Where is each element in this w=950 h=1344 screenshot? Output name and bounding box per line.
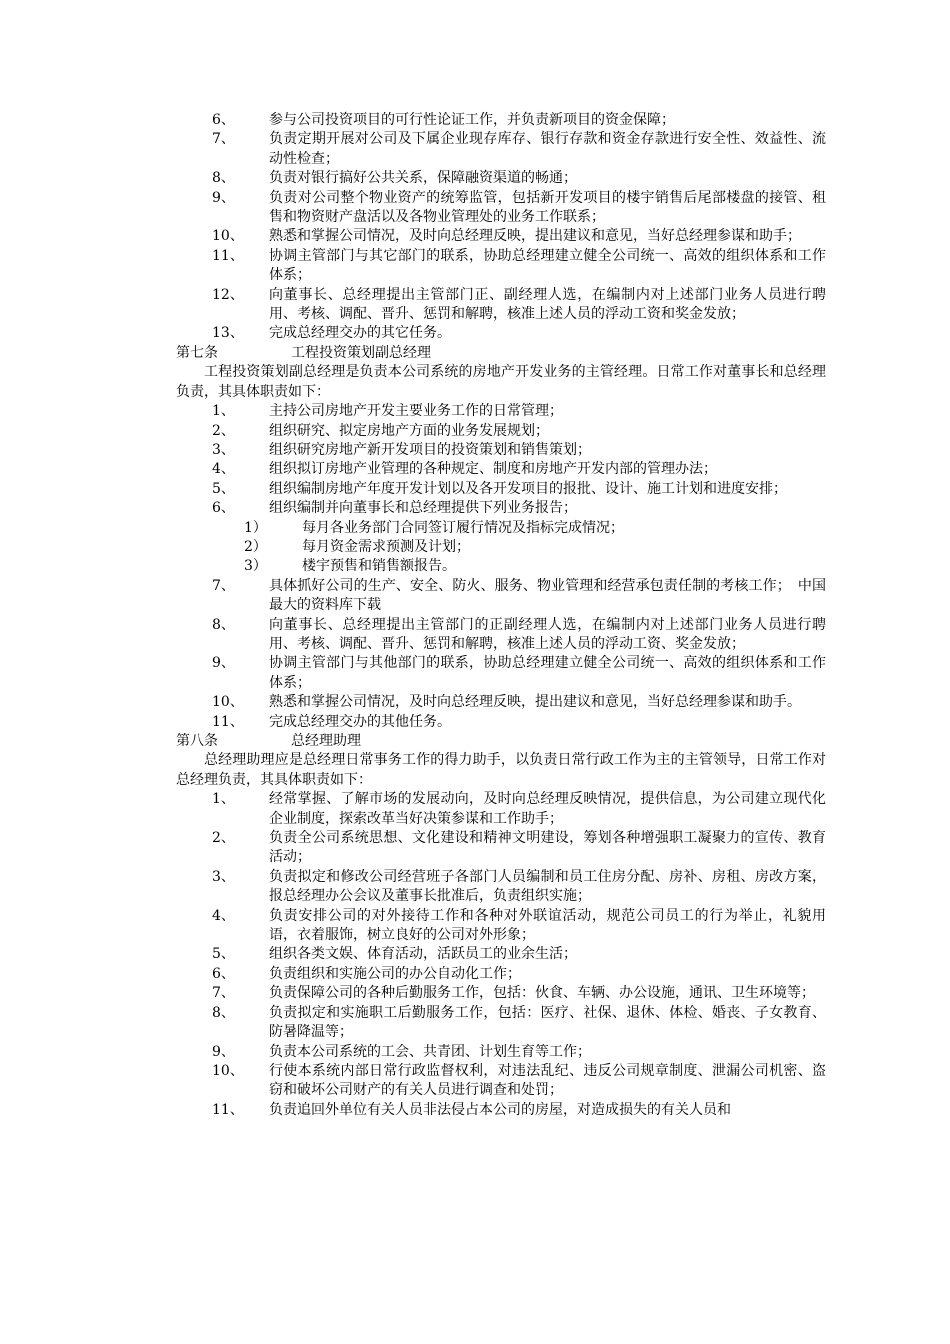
list-item-number: 3、 — [212, 441, 235, 458]
list-item-text: 组织各类文娱、体育活动，活跃员工的业余生活； — [269, 946, 577, 963]
list-item-text: 负责拟定和修改公司经营班子各部门人员编制和员工住房分配、房补、房租、房改方案，报总经理办公会议及董事长批准后，负责组织实施； — [269, 868, 826, 905]
list-item — [176, 286, 826, 325]
section-6-item-list — [176, 111, 826, 344]
list-item-number: 5、 — [212, 480, 235, 497]
article-7-item-list-b — [176, 577, 826, 732]
list-item-text: 主持公司房地产开发主要业务工作的日常管理； — [269, 403, 563, 420]
list-item-number: 12、 — [212, 286, 244, 303]
list-item — [176, 616, 826, 655]
list-item-text: 组织编制房地产年度开发计划以及各开发项目的报批、设计、施工计划和进度安排； — [269, 480, 787, 497]
list-item-text: 行使本系统内部日常行政监督权利，对违法乱纪、违反公司规章制度、泄漏公司机密、盗窃和破坏公司财产的有关人员进行调查和处罚； — [269, 1062, 826, 1099]
list-item-text: 负责对银行搞好公共关系，保障融资渠道的畅通； — [269, 170, 577, 187]
list-item-number: 7、 — [212, 577, 235, 594]
list-item-text: 负责追回外单位有关人员非法侵占本公司的房屋，对造成损失的有关人员和 — [269, 1101, 731, 1118]
list-item-number: 2、 — [212, 830, 235, 847]
list-item-number: 3、 — [212, 868, 235, 885]
article-7-subitem-list — [176, 519, 826, 577]
list-item-text: 负责对公司整个物业资产的统筹监管，包括新开发项目的楼宇销售后尾部楼盘的接管、租售和物资财产盘活以及各物业管理处的业务工作联系； — [269, 189, 826, 226]
list-item-number: 9、 — [212, 189, 235, 206]
list-item — [176, 654, 826, 693]
list-item — [176, 907, 826, 946]
document-page — [176, 111, 826, 1120]
list-item-text: 经常掌握、了解市场的发展动向，及时向总经理反映情况，提供信息，为公司建立现代化企业制度，探索改革当好决策参谋和工作助手； — [269, 791, 826, 827]
list-item-text: 完成总经理交办的其它任务。 — [269, 325, 451, 342]
list-item-number: 4、 — [212, 907, 235, 924]
list-item-number: 10、 — [212, 228, 244, 245]
article-7-item-list-a — [176, 402, 826, 518]
list-item-text: 熟悉和掌握公司情况，及时向总经理反映，提出建议和意见，当好总经理参谋和助手。 — [269, 694, 801, 711]
list-item — [176, 538, 826, 557]
list-item-text: 向董事长、总经理提出主管部门正、副经理人选，在编制内对上述部门业务人员进行聘用、考核、调配、晋升、惩罚和解聘，核准上述人员的浮动工资和奖金发放； — [269, 286, 826, 323]
list-item — [176, 1043, 826, 1062]
list-item — [176, 519, 826, 538]
list-item-number: 1、 — [212, 403, 235, 420]
list-item — [176, 441, 826, 460]
list-item-text: 每月各业务部门合同签订履行情况及指标完成情况； — [302, 519, 624, 536]
list-item-number: 1） — [244, 519, 267, 536]
list-item-number: 2、 — [212, 422, 235, 439]
list-item — [176, 984, 826, 1003]
list-item-text: 负责定期开展对公司及下属企业现存库存、银行存款和资金存款进行安全性、效益性、流动性检查； — [269, 131, 826, 167]
list-item-text: 组织拟订房地产业管理的各种规定、制度和房地产开发内部的管理办法； — [269, 461, 717, 478]
list-item — [176, 324, 826, 343]
list-item-text: 向董事长、总经理提出主管部门的正副经理人选，在编制内对上述部门业务人员进行聘用、考核、调配、晋升、惩罚和解聘，核准上述人员的浮动工资、奖金发放； — [269, 616, 826, 652]
list-item-text: 负责本公司系统的工会、共青团、计划生育等工作； — [269, 1043, 591, 1060]
list-item — [176, 480, 826, 499]
list-item-text: 负责安排公司的对外接待工作和各种对外联谊活动，规范公司员工的行为举止，礼貌用语，衣着服饰，树立良好的公司对外形象； — [269, 907, 826, 944]
article-7-label: 第七条 — [176, 344, 218, 361]
list-item — [176, 965, 826, 984]
list-item-text: 每月资金需求预测及计划； — [302, 538, 470, 555]
list-item-text: 组织编制并向董事长和总经理提供下列业务报告； — [269, 500, 577, 517]
list-item-number: 7、 — [212, 985, 235, 1002]
list-item-text: 负责保障公司的各种后勤服务工作，包括：伙食、车辆、办公设施，通讯、卫生环境等； — [269, 985, 815, 1002]
list-item — [176, 693, 826, 712]
list-item-number: 1、 — [212, 791, 235, 808]
list-item-text: 协调主管部门与其他部门的联系，协助总经理建立健全公司统一、高效的组织体系和工作体系； — [269, 655, 826, 691]
list-item — [176, 247, 826, 286]
list-item-number: 11、 — [212, 713, 244, 730]
list-item — [176, 460, 826, 479]
list-item-number: 11、 — [212, 1101, 244, 1118]
article-7-title: 工程投资策划副总经理 — [291, 344, 431, 361]
list-item — [176, 829, 826, 868]
list-item — [176, 945, 826, 964]
article-8-heading — [176, 732, 826, 751]
list-item-number: 6、 — [212, 500, 235, 517]
list-item-number: 10、 — [212, 694, 244, 711]
list-item-number: 7、 — [212, 131, 235, 148]
list-item-number: 4、 — [212, 461, 235, 478]
list-item — [176, 111, 826, 130]
list-item-number: 6、 — [212, 965, 235, 982]
list-item-number: 9、 — [212, 655, 235, 672]
list-item — [176, 577, 826, 616]
list-item-number: 2） — [244, 538, 267, 555]
list-item-number: 9、 — [212, 1043, 235, 1060]
list-item — [176, 557, 826, 576]
list-item — [176, 189, 826, 228]
list-item-text: 负责拟定和实施职工后勤服务工作，包括：医疗、社保、退休、体检、婚丧、子女教育、防暑降温等； — [269, 1004, 826, 1041]
article-8-intro: 总经理助理应是总经理日常事务工作的得力助手，以负责日常行政工作为主的主管领导，日常工作对总经理负责，其具体职责如下： — [176, 752, 826, 788]
list-item-text: 熟悉和掌握公司情况，及时向总经理反映，提出建议和意见，当好总经理参谋和助手； — [269, 228, 801, 245]
list-item-number: 8、 — [212, 170, 235, 187]
list-item-text: 具体抓好公司的生产、安全、防火、服务、物业管理和经营承包责任制的考核工作； 中国最大的资料库下载 — [269, 577, 826, 614]
list-item — [176, 1004, 826, 1043]
list-item — [176, 1062, 826, 1101]
article-8-title: 总经理助理 — [291, 733, 361, 749]
list-item-number: 10、 — [212, 1062, 244, 1079]
list-item-number: 3） — [244, 558, 267, 575]
list-item-number: 5、 — [212, 946, 235, 963]
article-8-item-list — [176, 790, 826, 1120]
list-item-number: 8、 — [212, 1004, 235, 1021]
list-item — [176, 169, 826, 188]
list-item — [176, 868, 826, 907]
list-item-text: 负责组织和实施公司的办公自动化工作； — [269, 965, 521, 982]
list-item — [176, 130, 826, 169]
list-item-number: 6、 — [212, 112, 235, 128]
article-8-label: 第八条 — [176, 733, 218, 749]
list-item — [176, 499, 826, 518]
list-item — [176, 402, 826, 421]
article-7-intro: 工程投资策划副总经理是负责本公司系统的房地产开发业务的主管经理。日常工作对董事长和总经理负责，其具体职责如下： — [176, 364, 826, 400]
list-item — [176, 713, 826, 732]
list-item — [176, 790, 826, 829]
list-item-text: 组织研究、拟定房地产方面的业务发展规划； — [269, 422, 549, 439]
list-item-number: 11、 — [212, 247, 244, 264]
list-item — [176, 422, 826, 441]
article-7-heading — [176, 344, 826, 363]
list-item — [176, 227, 826, 246]
list-item-text: 楼宇预售和销售额报告。 — [302, 558, 456, 575]
list-item-text: 协调主管部门与其它部门的联系，协助总经理建立健全公司统一、高效的组织体系和工作体系； — [269, 247, 826, 284]
list-item-text: 参与公司投资项目的可行性论证工作，并负责新项目的资金保障； — [269, 112, 675, 128]
list-item-number: 13、 — [212, 325, 244, 342]
list-item — [176, 1101, 826, 1120]
list-item-text: 完成总经理交办的其他任务。 — [269, 713, 451, 730]
list-item-text: 负责全公司系统思想、文化建设和精神文明建设，筹划各种增强职工凝聚力的宣传、教育活动； — [269, 830, 826, 866]
list-item-number: 8、 — [212, 616, 235, 633]
list-item-text: 组织研究房地产新开发项目的投资策划和销售策划； — [269, 441, 591, 458]
